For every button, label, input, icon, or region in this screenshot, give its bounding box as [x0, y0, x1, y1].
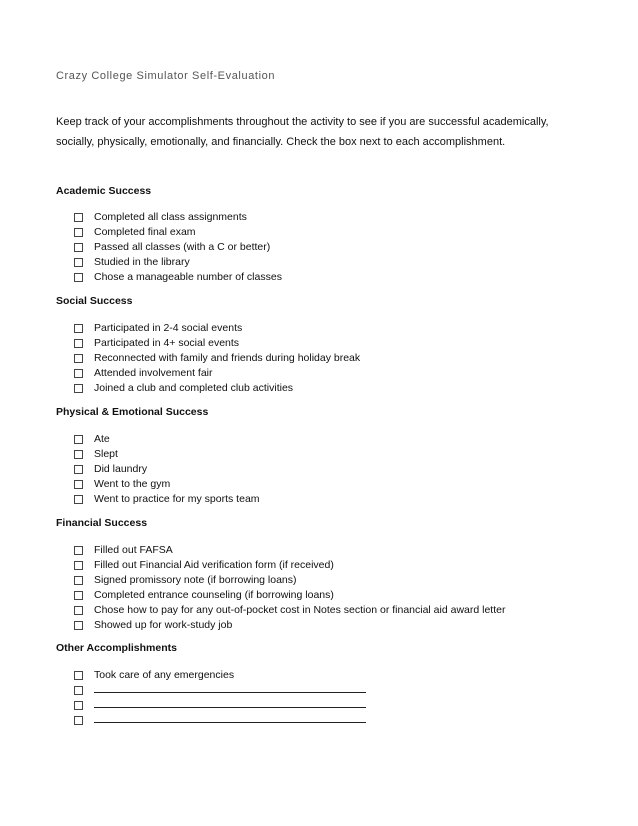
blank-write-in-line[interactable] [94, 698, 366, 708]
item-label: Chose a manageable number of classes [94, 271, 282, 283]
checkbox[interactable] [74, 213, 83, 222]
checkbox[interactable] [74, 465, 83, 474]
checkbox[interactable] [74, 701, 83, 710]
section-heading: Social Success [56, 295, 133, 307]
item-label: Ate [94, 433, 110, 445]
checklist-item [56, 683, 596, 698]
checkbox[interactable] [74, 621, 83, 630]
checklist-item [56, 366, 596, 381]
checklist-item [56, 477, 596, 492]
checkbox[interactable] [74, 435, 83, 444]
item-label: Reconnected with family and friends during holiday break [94, 352, 361, 364]
section-heading: Academic Success [56, 185, 152, 197]
checklist-item [56, 381, 596, 396]
checkbox[interactable] [74, 686, 83, 695]
checkbox[interactable] [74, 606, 83, 615]
item-label: Completed all class assignments [94, 211, 247, 223]
checkbox[interactable] [74, 480, 83, 489]
checkbox[interactable] [74, 273, 83, 282]
checkbox[interactable] [74, 258, 83, 267]
item-label: Chose how to pay for any out-of-pocket cost in Notes section or financial aid award letter [94, 604, 506, 616]
item-label: Filled out Financial Aid verification form (if received) [94, 559, 334, 571]
section-heading: Financial Success [56, 517, 148, 529]
item-label: Attended involvement fair [94, 367, 213, 379]
blank-write-in-line[interactable] [94, 713, 366, 723]
checkbox[interactable] [74, 716, 83, 725]
item-label: Completed entrance counseling (if borrowing loans) [94, 589, 334, 601]
checklist-item [56, 698, 596, 713]
item-label: Took care of any emergencies [94, 669, 235, 681]
checklist [56, 321, 596, 396]
item-label: Joined a club and completed club activities [94, 382, 294, 394]
checklist-item [56, 462, 596, 477]
item-label: Did laundry [94, 463, 148, 475]
blank-write-in-line[interactable] [94, 683, 366, 693]
checklist-item [56, 543, 596, 558]
checkbox[interactable] [74, 384, 83, 393]
checkbox[interactable] [74, 576, 83, 585]
checklist [56, 210, 596, 285]
item-label: Studied in the library [94, 256, 190, 268]
checklist-item [56, 492, 596, 507]
item-label: Went to practice for my sports team [94, 493, 260, 505]
checkbox[interactable] [74, 546, 83, 555]
checklist-item [56, 668, 596, 683]
checklist-item [56, 447, 596, 462]
section-heading: Other Accomplishments [56, 642, 177, 654]
checklist-item [56, 240, 596, 255]
checklist [56, 668, 596, 728]
checklist-item [56, 618, 596, 633]
checklist-item [56, 603, 596, 618]
document-intro: Keep track of your accomplishments throughout the activity to see if you are successful academically, socially, physically, emotionally, and financially. Check the box next to each accomplishment. [56, 116, 549, 148]
checklist-item [56, 336, 596, 351]
checkbox[interactable] [74, 671, 83, 680]
checkbox[interactable] [74, 591, 83, 600]
checkbox[interactable] [74, 495, 83, 504]
checklist [56, 432, 596, 507]
section-academic-success [56, 184, 596, 285]
checklist-item [56, 351, 596, 366]
section-heading: Physical & Emotional Success [56, 406, 209, 418]
item-label: Participated in 4+ social events [94, 337, 240, 349]
checklist-item [56, 210, 596, 225]
item-label: Went to the gym [94, 478, 171, 490]
checklist-item [56, 432, 596, 447]
checklist-item [56, 270, 596, 285]
checkbox[interactable] [74, 561, 83, 570]
checklist-item [56, 321, 596, 336]
item-label: Signed promissory note (if borrowing loans) [94, 574, 297, 586]
checklist-item [56, 225, 596, 240]
checkbox[interactable] [74, 243, 83, 252]
checkbox[interactable] [74, 369, 83, 378]
checkbox[interactable] [74, 450, 83, 459]
item-label: Passed all classes (with a C or better) [94, 241, 271, 253]
checkbox[interactable] [74, 324, 83, 333]
checkbox[interactable] [74, 339, 83, 348]
item-label: Showed up for work-study job [94, 619, 233, 631]
document-title: Crazy College Simulator Self-Evaluation [56, 70, 276, 82]
checklist-item [56, 255, 596, 270]
item-label: Slept [94, 448, 118, 460]
section-financial-success [56, 516, 596, 633]
checkbox[interactable] [74, 228, 83, 237]
item-label: Filled out FAFSA [94, 544, 173, 556]
checklist-item [56, 713, 596, 728]
section-physical-emotional-success [56, 405, 596, 507]
item-label: Completed final exam [94, 226, 196, 238]
checklist-item [56, 588, 596, 603]
checkbox[interactable] [74, 354, 83, 363]
checklist-item [56, 558, 596, 573]
item-label: Participated in 2-4 social events [94, 322, 243, 334]
section-social-success [56, 294, 596, 396]
checklist-item [56, 573, 596, 588]
section-other-accomplishments [56, 641, 596, 728]
checklist [56, 543, 596, 633]
